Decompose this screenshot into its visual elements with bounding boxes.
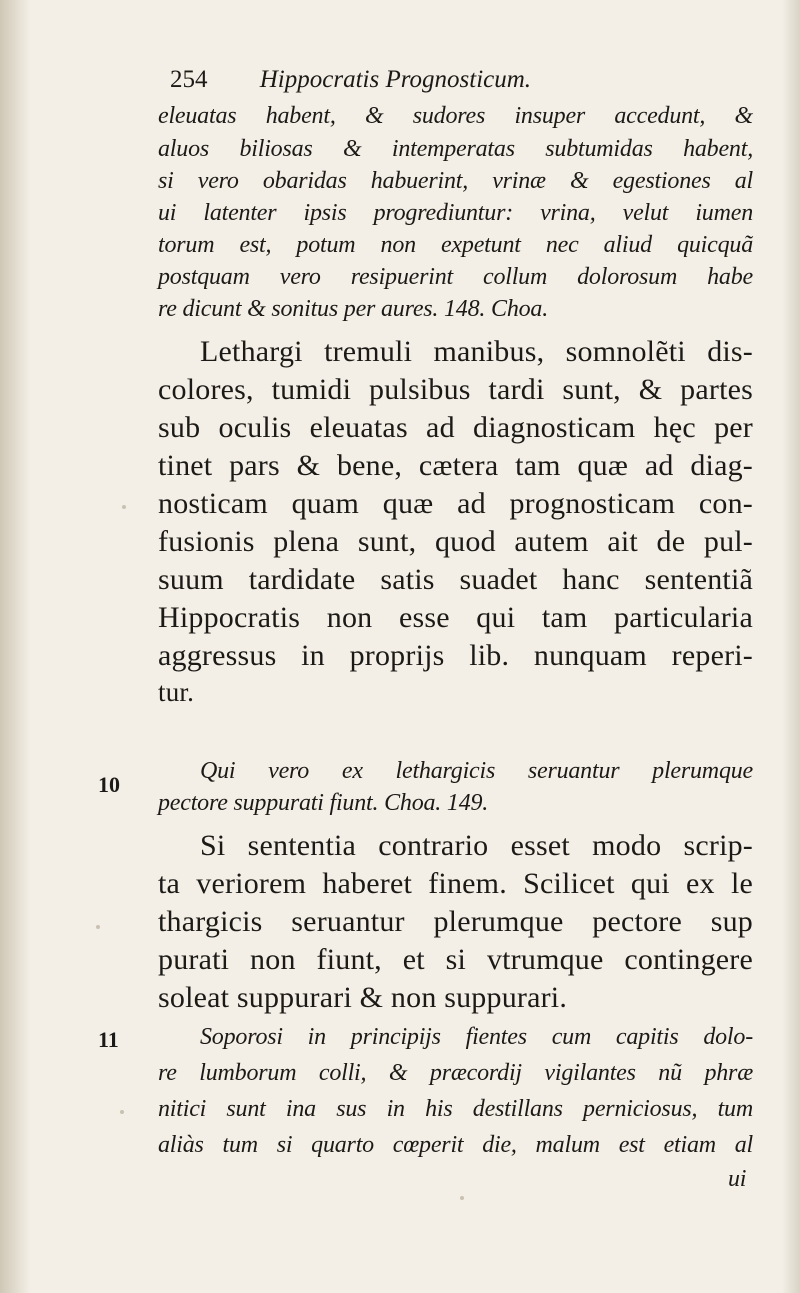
text-line: nosticam quam quæ ad prognosticam con- — [158, 487, 753, 520]
text-line: suum tardidate satis suadet hanc sententiã — [158, 563, 753, 596]
margin-number: 10 — [98, 772, 120, 797]
paper-speck — [122, 505, 126, 509]
text-line: eleuatas habent, & sudores insuper accedunt, & — [158, 103, 753, 129]
paper-speck — [120, 1110, 124, 1114]
gutter-shadow — [0, 0, 30, 1293]
page-header — [170, 66, 531, 94]
text-line: sub oculis eleuatas ad diagnosticam hęc per — [158, 411, 753, 444]
text-line: aggressus in proprijs lib. nunquam reperi- — [158, 639, 753, 672]
catchword: ui — [728, 1166, 747, 1192]
text-line: Lethargi tremuli manibus, somnolẽti dis- — [200, 335, 753, 368]
text-line: aluos biliosas & intemperatas subtumidas habent, — [158, 136, 753, 162]
text-line: Si sententia contrario esset modo scrip- — [200, 829, 753, 862]
margin-number: 11 — [98, 1027, 119, 1052]
text-line: tur. — [158, 677, 195, 707]
text-line: thargicis seruantur plerumque pectore sup — [158, 905, 753, 938]
paper-speck — [460, 1196, 464, 1200]
running-head: Hippocratis Prognosticum. — [259, 66, 532, 93]
text-line: aliàs tum si quarto cœperit die, malum est etiam al — [158, 1132, 753, 1158]
text-line: torum est, potum non expetunt nec aliud quicquã — [158, 232, 753, 258]
text-line: soleat suppurari & non suppurari. — [158, 981, 568, 1014]
text-line: Qui vero ex lethargicis seruantur plerumque — [200, 758, 753, 784]
text-line: si vero obaridas habuerint, vrinæ & egestiones al — [158, 168, 753, 194]
text-line: Soporosi in principijs fientes cum capitis dolo- — [200, 1024, 753, 1050]
text-line: colores, tumidi pulsibus tardi sunt, & partes — [158, 373, 753, 406]
text-line: Hippocratis non esse qui tam particularia — [158, 601, 753, 634]
text-line: ui latenter ipsis progrediuntur: vrina, velut iumen — [158, 200, 753, 226]
text-line: postquam vero resipuerint collum dolorosum habe — [158, 264, 753, 290]
text-line: ta veriorem haberet finem. Scilicet qui ex le — [158, 867, 753, 900]
text-line: tinet pars & bene, cætera tam quæ ad diag- — [158, 449, 753, 482]
text-line: nitici sunt ina sus in his destillans perniciosus, tum — [158, 1096, 753, 1122]
page-number: 254 — [170, 66, 208, 93]
paper-speck — [96, 925, 100, 929]
text-line: re dicunt & sonitus per aures. 148. Choa. — [158, 296, 549, 322]
page-edge — [782, 0, 800, 1293]
text-line: re lumborum colli, & præcordij vigilantes nũ phræ — [158, 1060, 753, 1086]
text-line: fusionis plena sunt, quod autem ait de pul- — [158, 525, 753, 558]
text-line: purati non fiunt, et si vtrumque contingere — [158, 943, 753, 976]
text-line: pectore suppurati fiunt. Choa. 149. — [158, 790, 489, 816]
